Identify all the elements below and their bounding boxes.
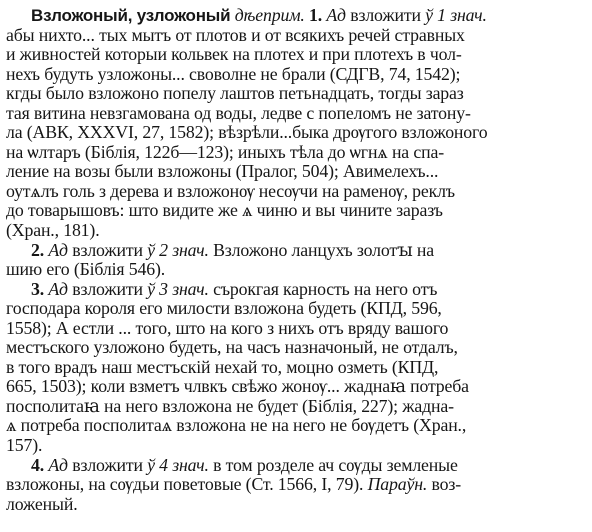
text-line: [6, 84, 586, 104]
italic-text: Ад: [326, 6, 346, 25]
text-segment: 1558); А естли ... того, што на кого з нихъ отъ вряду вашого: [6, 318, 449, 338]
text-line: [6, 123, 586, 143]
text-segment: взложити: [67, 240, 148, 260]
text-line: [6, 280, 586, 300]
sense-number: 2.: [31, 240, 45, 260]
text-segment: ложеный.: [6, 494, 78, 514]
text-segment: господара короля его милости взложона будеть (КПД, 596,: [6, 299, 442, 319]
text-line: [6, 104, 586, 124]
text-line: [6, 475, 586, 495]
text-segment: в того врадъ наш местъскій нехай то, моцно озметь (КПД,: [6, 357, 439, 377]
text-line: [6, 26, 586, 46]
text-line: [6, 182, 586, 202]
text-segment: взложити: [345, 6, 426, 25]
text-segment: на ѡлтаръ (Біблія, 122б—123); иныхъ тѣла до ѡгнѧ на спа-: [6, 142, 444, 162]
text-segment: шию его (Біблія 546).: [6, 260, 166, 280]
text-line: [6, 436, 586, 456]
text-line: [6, 143, 586, 163]
text-line: [6, 416, 586, 436]
text-line: [6, 377, 586, 397]
text-segment: абы нихто... тых мытъ от плотов и от всякихъ речей стравных: [6, 25, 465, 45]
text-segment: и живностей которыи кольвек на плотех и при плотехъ в чол-: [6, 45, 462, 65]
text-line: [6, 45, 586, 65]
italic-text: дѣеприм.: [234, 6, 305, 25]
text-segment: местъского узложоно будеть, на часъ назначоный, не отдалъ,: [6, 338, 458, 358]
italic-text: ў 3 знач.: [147, 279, 209, 299]
text-line: [6, 221, 586, 241]
text-segment: воз-: [427, 475, 461, 495]
text-segment: нехъ будуть узложоны... своволне не брали (СДГВ, 74, 1542);: [6, 64, 461, 84]
sense-number: 1.: [309, 6, 323, 25]
text-segment: кгды было взложоно попелу лаштов петьнадцать, тогды зараз: [6, 84, 464, 104]
text-segment: ѧ потреба посполитаѧ взложона не на него не бѹдетъ (Хран.,: [6, 416, 467, 436]
text-line: [6, 299, 586, 319]
text-segment: оутѧлъ голь з дерева и взложонѹ несѹчи на раменѹ, реклъ: [6, 181, 455, 201]
text-segment: Взложоно ланцухъ золотꙑ на: [208, 240, 435, 260]
text-line: [6, 260, 586, 280]
dictionary-entry: [6, 6, 586, 528]
text-line: [6, 397, 586, 417]
text-segment: 665, 1503); коли взметъ члвкъ свѣжо жонѹ... жаднаꙗ потреба: [6, 377, 469, 397]
text-line: [6, 65, 586, 85]
text-line: [6, 201, 586, 221]
text-segment: взложити: [67, 279, 148, 299]
text-line: [6, 456, 586, 476]
text-line: [6, 241, 586, 261]
text-segment: ление на возы были взложоны (Пралог, 504); Авимелехъ...: [6, 162, 439, 182]
text-segment: (Хран., 181).: [6, 221, 100, 241]
italic-text: ў 2 знач.: [147, 240, 209, 260]
italic-text: ў 4 знач.: [147, 455, 209, 475]
italic-text: Ад: [48, 455, 68, 475]
sense-number: 4.: [31, 455, 45, 475]
text-segment: сърокгая карность на него отъ: [208, 279, 438, 299]
text-segment: 157).: [6, 436, 43, 456]
text-segment: взложити: [67, 455, 148, 475]
text-segment: взложоны, на сѹдьи поветовые (Ст. 1566, I, 79).: [6, 475, 368, 495]
text-line: [6, 495, 586, 515]
text-segment: ла (АВК, XXXVI, 27, 1582); вѣзрѣли...быка дрѹгого взложоного: [6, 123, 488, 143]
text-line: [6, 6, 586, 26]
italic-text: Ад: [48, 240, 68, 260]
text-line: [6, 358, 586, 378]
italic-text: Ад: [48, 279, 68, 299]
italic-text: ў 1 знач.: [425, 6, 487, 25]
text-line: [6, 162, 586, 182]
text-segment: посполитаꙗ на него взложона не будет (Біблія, 227); жадна-: [6, 396, 454, 416]
sense-number: 3.: [31, 279, 45, 299]
text-segment: в том розделе ач сѹды земленые: [208, 455, 458, 475]
text-line: [6, 338, 586, 358]
headword: Взложоный, узложоный: [31, 6, 231, 25]
text-segment: до товарышовъ: што видите же ѧ чиню и вы чините заразъ: [6, 201, 443, 221]
text-segment: тая витина невзгамована од воды, ледве с попеломъ не затону-: [6, 103, 471, 123]
italic-text: Параўн.: [367, 475, 428, 495]
text-line: [6, 319, 586, 339]
